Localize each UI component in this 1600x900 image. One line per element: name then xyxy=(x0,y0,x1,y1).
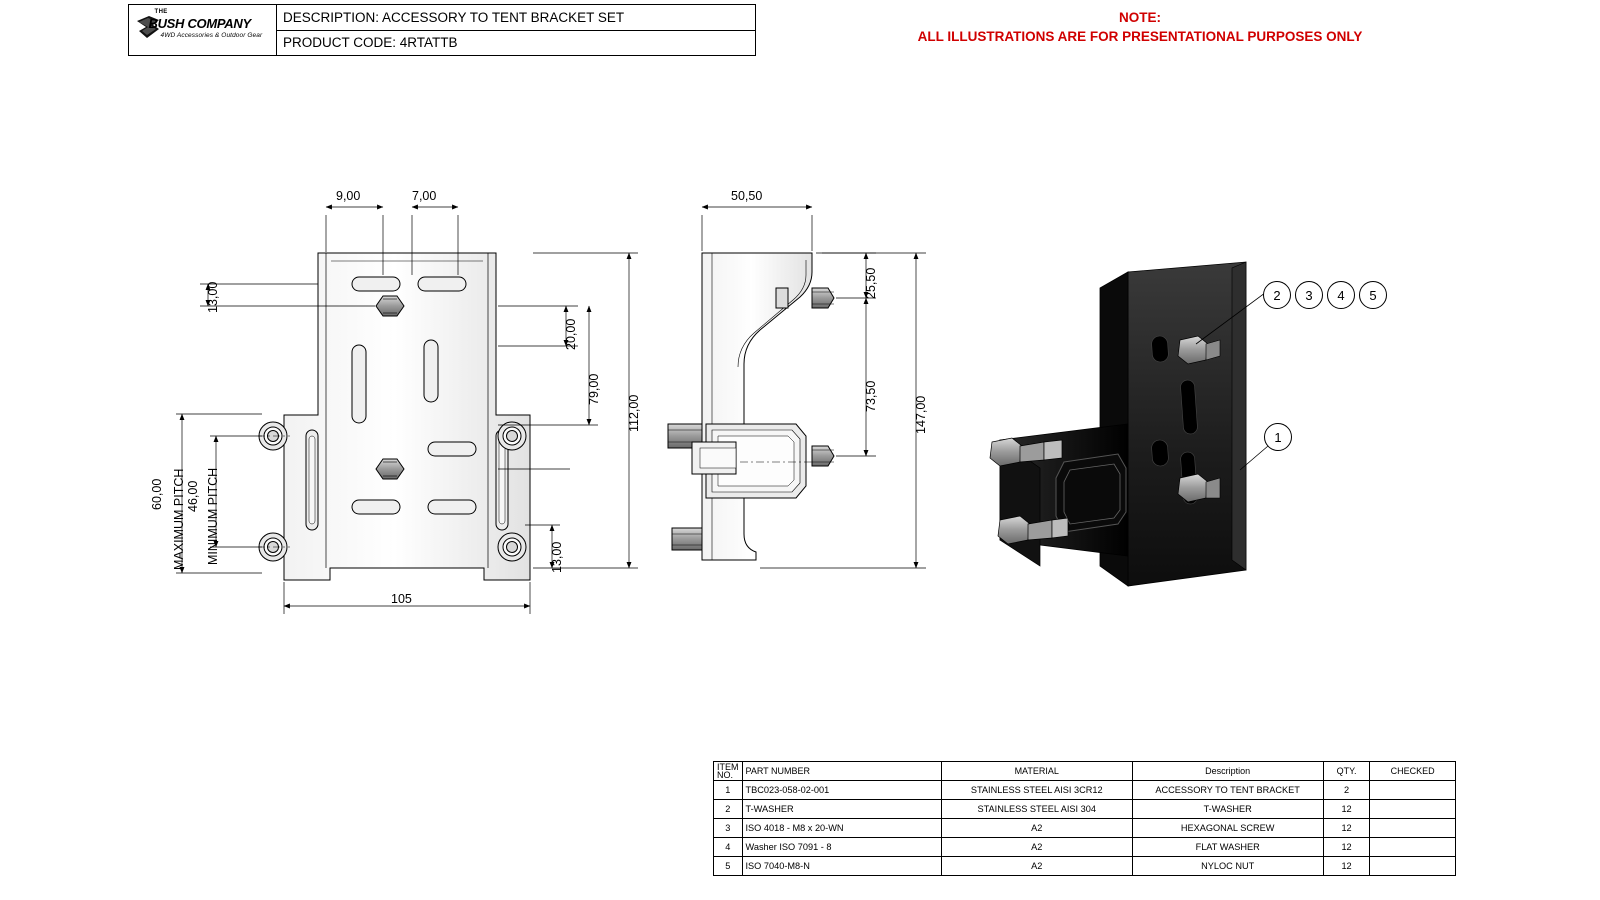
header-item-line1: ITEM xyxy=(717,761,739,772)
side-bolt-mid xyxy=(812,446,834,466)
dim-105: 105 xyxy=(391,592,412,606)
iso-bolt-upper xyxy=(1178,336,1220,364)
front-hex-fastener-bottom xyxy=(376,459,404,479)
cell-part-number: Washer ISO 7091 - 8 xyxy=(742,838,941,857)
product-code-field: PRODUCT CODE: 4RTATTB xyxy=(283,35,458,51)
cell-qty: 12 xyxy=(1323,838,1370,857)
note-title: NOTE: xyxy=(1119,10,1161,25)
cell-qty: 12 xyxy=(1323,819,1370,838)
cell-part-number: TBC023-058-02-001 xyxy=(742,781,941,800)
cell-material: A2 xyxy=(941,838,1132,857)
cell-part-number: T-WASHER xyxy=(742,800,941,819)
cell-item: 5 xyxy=(714,857,743,876)
front-hex-fastener-top xyxy=(376,296,404,316)
dim-13-00-bottom: 13,00 xyxy=(550,541,564,573)
dim-147-00: 147,00 xyxy=(914,395,928,434)
cell-checked xyxy=(1370,819,1456,838)
cell-description: ACCESSORY TO TENT BRACKET xyxy=(1132,781,1323,800)
header-item-no xyxy=(714,762,743,781)
side-view-geometry xyxy=(668,253,834,560)
dim-7-00: 7,00 xyxy=(412,189,437,203)
dim-79-00: 79,00 xyxy=(587,373,601,405)
logo-tagline: 4WD Accessories & Outdoor Gear xyxy=(160,32,263,39)
header-item-line2: NO. xyxy=(717,770,734,780)
cell-qty: 2 xyxy=(1323,781,1370,800)
logo-the-text: THE xyxy=(154,9,168,15)
cell-material: STAINLESS STEEL AISI 304 xyxy=(941,800,1132,819)
cell-checked xyxy=(1370,781,1456,800)
header-material: MATERIAL xyxy=(941,762,1132,781)
table-row xyxy=(714,819,1456,838)
header-description: Description xyxy=(1132,762,1323,781)
cell-qty: 12 xyxy=(1323,857,1370,876)
table-row xyxy=(714,838,1456,857)
dim-60-00: 60,00 xyxy=(150,478,164,510)
cell-description: T-WASHER xyxy=(1132,800,1323,819)
dim-20-00: 20,00 xyxy=(564,318,578,350)
balloon-item-2[interactable]: 2 xyxy=(1263,281,1291,309)
cell-material: STAINLESS STEEL AISI 3CR12 xyxy=(941,781,1132,800)
side-bolt-top xyxy=(776,288,834,308)
cell-checked xyxy=(1370,857,1456,876)
cell-description: FLAT WASHER xyxy=(1132,838,1323,857)
isometric-view-geometry xyxy=(990,262,1246,586)
dim-46-00: 46,00 xyxy=(186,480,200,512)
dim-13-00-top: 13,00 xyxy=(206,281,220,313)
iso-fastener-stack-top xyxy=(990,438,1062,466)
table-row xyxy=(714,857,1456,876)
cell-item: 1 xyxy=(714,781,743,800)
cell-part-number: ISO 4018 - M8 x 20-WN xyxy=(742,819,941,838)
dim-25-50: 25,50 xyxy=(864,267,878,299)
balloon-item-5[interactable]: 5 xyxy=(1359,281,1387,309)
dim-73-50: 73,50 xyxy=(864,380,878,412)
header-qty: QTY. xyxy=(1323,762,1370,781)
note-text: ALL ILLUSTRATIONS ARE FOR PRESENTATIONAL PURPOSES ONLY xyxy=(917,29,1363,44)
company-logo xyxy=(129,5,277,55)
cell-description: NYLOC NUT xyxy=(1132,857,1323,876)
dim-minimum-pitch: MINIMUM PITCH xyxy=(206,467,220,565)
description-field: DESCRIPTION: ACCESSORY TO TENT BRACKET SET xyxy=(277,5,755,31)
front-view-dimensions xyxy=(176,207,638,614)
front-corner-bolts xyxy=(259,422,526,561)
note-block xyxy=(820,8,1460,46)
header-part-number: PART NUMBER xyxy=(742,762,941,781)
side-view-dimensions xyxy=(702,207,926,568)
cell-item: 2 xyxy=(714,800,743,819)
iso-bolt-lower xyxy=(1178,474,1220,502)
cell-part-number: ISO 7040-M8-N xyxy=(742,857,941,876)
dim-9-00: 9,00 xyxy=(336,189,361,203)
cell-checked xyxy=(1370,838,1456,857)
table-header-row xyxy=(714,762,1456,781)
side-left-fasteners xyxy=(668,424,736,550)
table-row xyxy=(714,800,1456,819)
cell-description: HEXAGONAL SCREW xyxy=(1132,819,1323,838)
balloon-item-1[interactable]: 1 xyxy=(1264,423,1292,451)
title-block xyxy=(128,4,756,56)
logo-company-name: BUSH COMPANY xyxy=(148,16,251,31)
cell-checked xyxy=(1370,800,1456,819)
cell-material: A2 xyxy=(941,819,1132,838)
dim-50-50: 50,50 xyxy=(731,189,763,203)
cell-material: A2 xyxy=(941,857,1132,876)
cell-item: 3 xyxy=(714,819,743,838)
iso-fastener-stack-bottom xyxy=(998,516,1068,544)
bill-of-materials-table xyxy=(713,761,1456,876)
balloon-item-4[interactable]: 4 xyxy=(1327,281,1355,309)
dim-112-00: 112,00 xyxy=(627,394,641,432)
table-row xyxy=(714,781,1456,800)
cell-item: 4 xyxy=(714,838,743,857)
header-checked: CHECKED xyxy=(1370,762,1456,781)
balloon-item-3[interactable]: 3 xyxy=(1295,281,1323,309)
front-view-geometry xyxy=(259,253,530,580)
cell-qty: 12 xyxy=(1323,800,1370,819)
dim-maximum-pitch: MAXIMUM PITCH xyxy=(172,468,186,570)
